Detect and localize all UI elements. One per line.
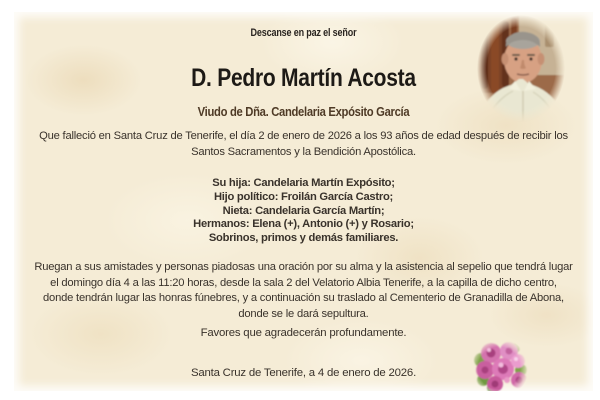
deceased-name: D. Pedro Martín Acosta [191,64,416,92]
family-line-son-in-law: Hijo político: Froilán García Castro; [213,190,394,203]
family-line-siblings: Hermanos: Elena (+), Antonio (+) y Rosario; [193,218,414,231]
flowers-image [473,338,531,391]
family-list [14,177,593,246]
rip-header: Descanse en paz el señor [250,27,357,39]
family-line-daughter: Su hija: Candelaria Martín Expósito; [212,177,395,189]
obituary-card [14,12,593,391]
family-line-relatives: Sobrinos, primos y demás familiares. [208,232,399,245]
family-line-granddaughter: Nieta: Candelaria García Martín; [222,204,385,217]
death-paragraph: Que falleció en Santa Cruz de Tenerife, el día 2 de enero de 2026 a los 93 años de edad después de recibir los Santos Sacramentos y la Bendición Apostólica. [39,130,568,158]
funeral-paragraph: Ruegan a sus amistades y personas piadosas una oración por su alma y la asistencia al sepelio que tendrá lugar el domingo día 4 a las 11:20 horas, desde la sala 2 del Velatorio Albia Tenerife, a la capilla de dicho centro, donde tendrán lugar las honras fúnebres, y a continuación su traslado al Cementerio de Granadilla de Abona, donde se le dará sepultura. [34,261,573,320]
dateline: Santa Cruz de Tenerife, a 4 de enero de 2026. [190,367,417,379]
thanks-line: Favores que agradecerán profundamente. [200,327,407,339]
spouse-line: Viudo de Dña. Candelaria Expósito García [197,105,410,119]
